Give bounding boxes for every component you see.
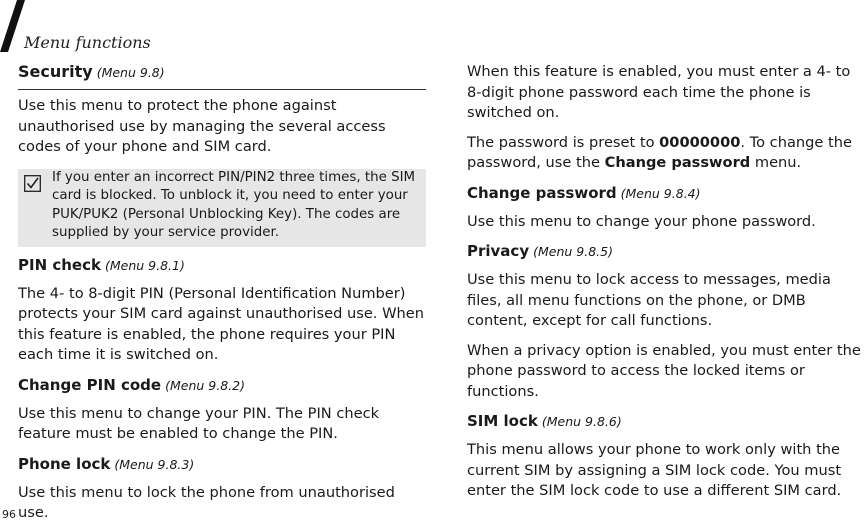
- privacy-body-2: When a privacy option is enabled, you must enter the phone password to access the locked items or functions.: [467, 341, 861, 400]
- change-password-heading: [467, 183, 868, 204]
- sim-lock-heading: [467, 411, 868, 432]
- phone-lock-menu-ref: (Menu 9.8.3): [114, 456, 195, 472]
- change-pin-menu-ref: (Menu 9.8.2): [165, 377, 245, 393]
- security-title: Security: [18, 62, 93, 81]
- phone-lock-title: Phone lock: [18, 454, 111, 473]
- change-password-menu-ref: (Menu 9.8.4): [620, 185, 701, 201]
- pin-check-heading: [18, 255, 426, 276]
- security-body: Use this menu to protect the phone against unauthorised use by managing the several access codes of your phone and SIM card.: [18, 97, 386, 155]
- password-preset-text: [467, 133, 868, 174]
- privacy-body-1: Use this menu to lock access to messages, media files, all menu functions on the phone, or DMB content, except for call functions.: [467, 271, 831, 329]
- phone-lock-continued: When this feature is enabled, you must enter a 4- to 8-digit phone password each time the phone is switched on.: [467, 63, 851, 121]
- sim-lock-menu-ref: (Menu 9.8.6): [541, 414, 622, 429]
- right-column: [467, 62, 868, 502]
- change-pin-heading: [18, 375, 426, 396]
- change-password-body: Use this menu to change your phone password.: [467, 212, 816, 230]
- left-column: [18, 62, 426, 524]
- section-rule: [18, 89, 426, 90]
- phone-lock-body: Use this menu to lock the phone from unauthorised use.: [18, 483, 395, 522]
- preset-menu-name: Change password: [604, 154, 751, 171]
- note-box: [18, 169, 426, 247]
- preset-before: The password is preset to: [467, 133, 660, 151]
- note-text: If you enter an incorrect PIN/PIN2 three times, the SIM card is blocked. To unblock it, you need to enter your PUK/PUK2 (Personal Unblocking Key). The codes are supplied by your service provider.: [52, 169, 416, 241]
- sim-lock-body: This menu allows your phone to work only with the current SIM by assigning a SIM lock code. You must enter the SIM lock code to use a different SIM card.: [467, 441, 842, 499]
- section-heading-security: [18, 62, 426, 83]
- privacy-menu-ref: (Menu 9.8.5): [533, 244, 613, 259]
- security-menu-ref: (Menu 9.8): [96, 65, 165, 80]
- privacy-heading: [467, 241, 868, 262]
- pin-check-body: The 4- to 8-digit PIN (Personal Identification Number) protects your SIM card against unauthorised use. When this feature is enabled, the phone requires your PIN each time it is switched on.: [18, 284, 424, 364]
- change-pin-title: Change PIN code: [18, 375, 162, 394]
- change-pin-body: Use this menu to change your PIN. The PIN check feature must be enabled to change the PIN.: [18, 404, 380, 443]
- preset-code: 00000000: [659, 133, 741, 151]
- change-password-title: Change password: [467, 183, 617, 202]
- page-number: 96: [2, 508, 16, 521]
- preset-middle: . To change the password, use the: [467, 133, 852, 171]
- sim-lock-title: SIM lock: [467, 412, 538, 430]
- running-title: Menu functions: [24, 33, 151, 52]
- preset-after: menu.: [750, 154, 802, 171]
- pin-check-menu-ref: (Menu 9.8.1): [104, 257, 185, 273]
- note-check-icon: [24, 175, 41, 192]
- phone-lock-heading: [18, 454, 426, 475]
- pin-check-title: PIN check: [18, 255, 101, 274]
- privacy-title: Privacy: [467, 242, 530, 260]
